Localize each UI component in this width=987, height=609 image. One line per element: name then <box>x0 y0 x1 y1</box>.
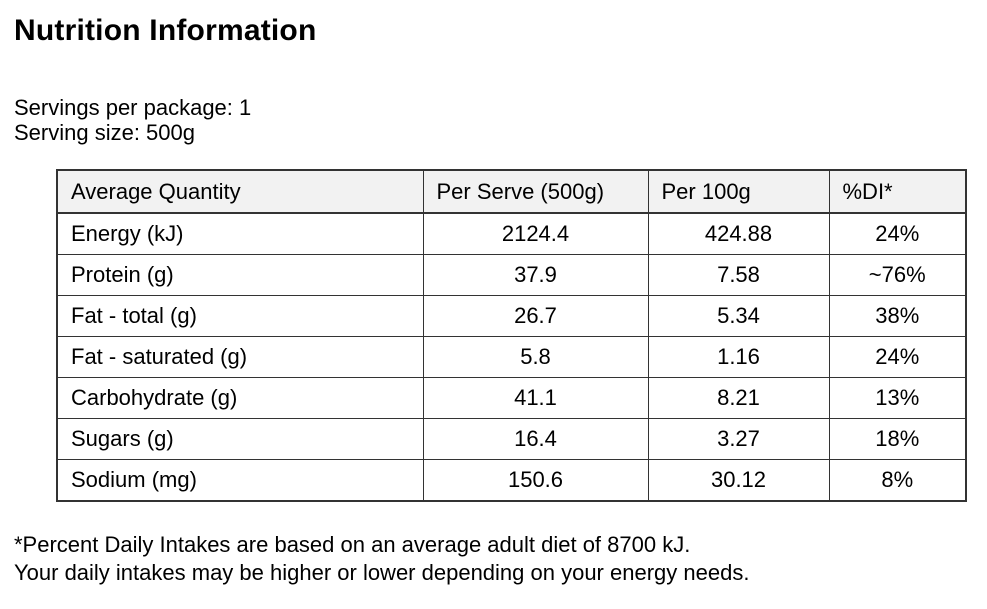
servings-per-package-text: Servings per package: 1 <box>14 95 252 120</box>
daily-intake-cell: 13% <box>829 378 966 419</box>
table-row-sugars <box>57 419 966 460</box>
nutrition-table <box>56 169 967 502</box>
nutrient-name-cell: Energy (kJ) <box>57 213 423 255</box>
per-serve-cell: 2124.4 <box>423 213 648 255</box>
footnote-block <box>14 531 973 587</box>
table-row-protein <box>57 255 966 296</box>
per-serve-cell: 150.6 <box>423 460 648 502</box>
nutrient-name-cell: Sugars (g) <box>57 419 423 460</box>
per-serve-cell: 26.7 <box>423 296 648 337</box>
per-100g-cell: 30.12 <box>648 460 829 502</box>
daily-intake-cell: 24% <box>829 337 966 378</box>
per-100g-cell: 7.58 <box>648 255 829 296</box>
daily-intake-cell: 18% <box>829 419 966 460</box>
per-serve-cell: 41.1 <box>423 378 648 419</box>
per-serve-cell: 5.8 <box>423 337 648 378</box>
page-title: Nutrition Information <box>14 14 317 47</box>
column-header-daily-intake: %DI* <box>829 170 966 213</box>
column-header-per-100g: Per 100g <box>648 170 829 213</box>
table-header-row <box>57 170 966 213</box>
table-row-sodium <box>57 460 966 502</box>
footnote-energy-needs: Your daily intakes may be higher or lower depending on your energy needs. <box>14 560 750 585</box>
nutrient-name-cell: Fat - saturated (g) <box>57 337 423 378</box>
daily-intake-cell: ~76% <box>829 255 966 296</box>
column-header-average-quantity: Average Quantity <box>57 170 423 213</box>
column-header-per-serve: Per Serve (500g) <box>423 170 648 213</box>
serving-info-block <box>14 95 973 145</box>
per-100g-cell: 1.16 <box>648 337 829 378</box>
nutrient-name-cell: Protein (g) <box>57 255 423 296</box>
table-row-carbohydrate <box>57 378 966 419</box>
table-row-fat-saturated <box>57 337 966 378</box>
daily-intake-cell: 8% <box>829 460 966 502</box>
table-row-energy <box>57 213 966 255</box>
daily-intake-cell: 38% <box>829 296 966 337</box>
per-100g-cell: 3.27 <box>648 419 829 460</box>
per-serve-cell: 37.9 <box>423 255 648 296</box>
per-100g-cell: 424.88 <box>648 213 829 255</box>
footnote-daily-intake-basis: *Percent Daily Intakes are based on an average adult diet of 8700 kJ. <box>14 532 691 557</box>
nutrient-name-cell: Fat - total (g) <box>57 296 423 337</box>
table-row-fat-total <box>57 296 966 337</box>
per-serve-cell: 16.4 <box>423 419 648 460</box>
per-100g-cell: 5.34 <box>648 296 829 337</box>
per-100g-cell: 8.21 <box>648 378 829 419</box>
serving-size-text: Serving size: 500g <box>14 120 195 145</box>
daily-intake-cell: 24% <box>829 213 966 255</box>
nutrient-name-cell: Sodium (mg) <box>57 460 423 502</box>
nutrient-name-cell: Carbohydrate (g) <box>57 378 423 419</box>
